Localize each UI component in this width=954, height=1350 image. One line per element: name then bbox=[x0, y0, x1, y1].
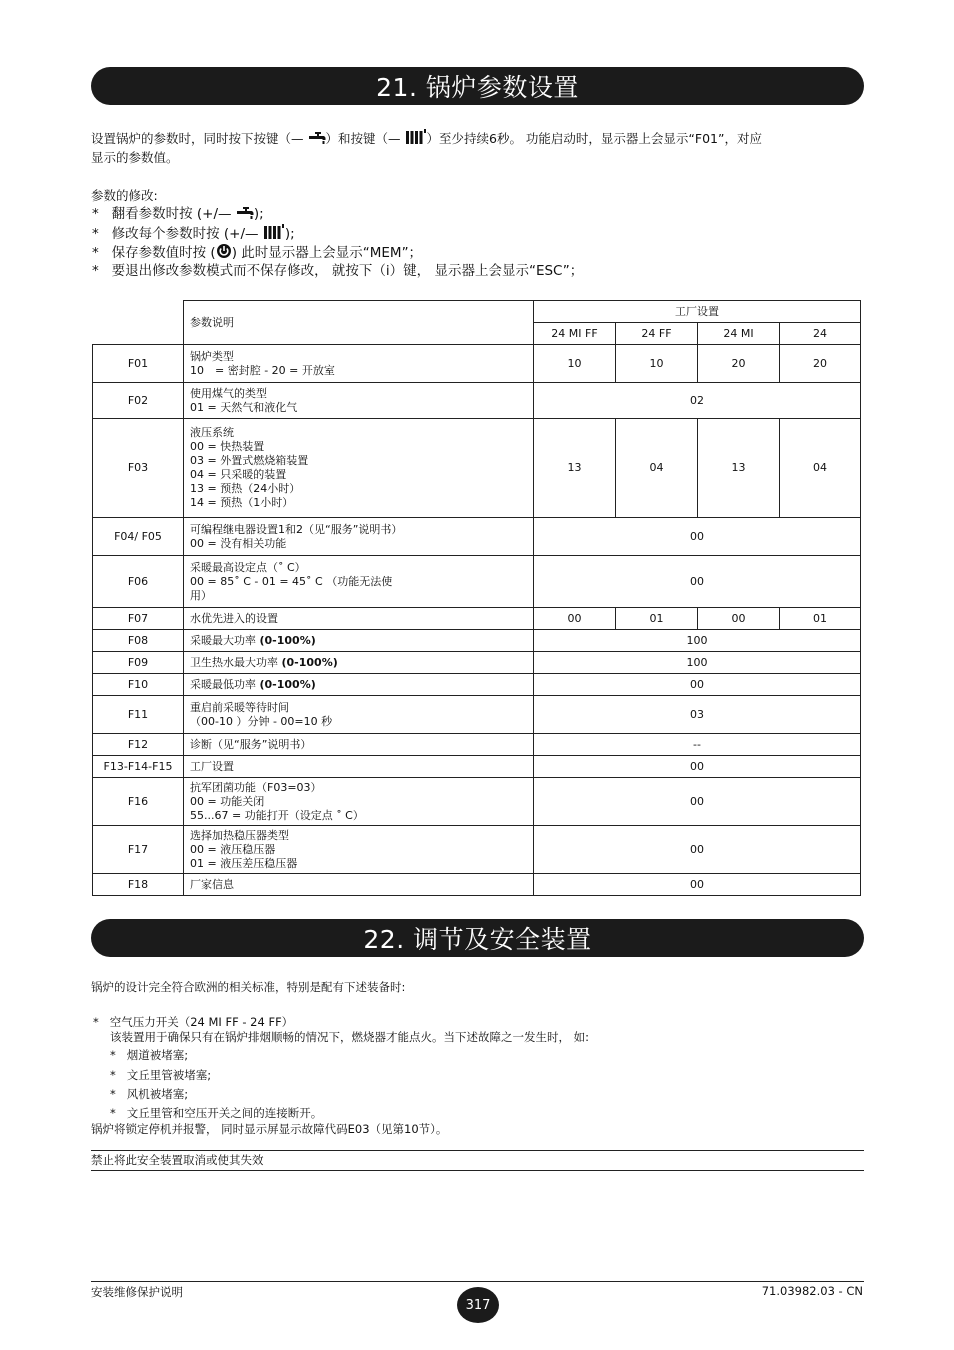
description-line: 00 = 85˚ C - 01 = 45˚ C （功能无法使 bbox=[190, 574, 393, 588]
factory-value: 20 bbox=[780, 345, 861, 383]
fault-item: * 文丘里管被堵塞; bbox=[110, 1068, 212, 1082]
bullet-exit: * 要退出修改参数模式而不保存修改， 就按下（i）键， 显示器上会显示“ESC”； bbox=[92, 263, 584, 279]
bullet-browse: * 翻看参数时按 (+/— ); bbox=[92, 205, 264, 226]
fault-item: * 烟道被堵塞; bbox=[110, 1048, 189, 1062]
description-line: 03 = 外置式燃烧箱装置 bbox=[190, 454, 309, 467]
description-line: 00 = 功能关闭 bbox=[190, 794, 265, 808]
warning-rule-bottom bbox=[91, 1170, 864, 1171]
description-line: 使用煤气的类型 bbox=[190, 386, 267, 400]
factory-value: 04 bbox=[780, 419, 861, 518]
parameter-description bbox=[184, 696, 534, 734]
description-line: （00-10 ）分钟 - 00=10 秒 bbox=[190, 714, 333, 728]
factory-value: 10 bbox=[616, 345, 698, 383]
parameter-code: F01 bbox=[93, 345, 184, 383]
header-description: 参数说明 bbox=[184, 301, 534, 345]
intro-paragraph-line2: 显示的参数值。 bbox=[91, 150, 179, 165]
range-label: (0-100%) bbox=[281, 655, 338, 669]
parameter-code: F18 bbox=[93, 874, 184, 896]
table-corner bbox=[93, 301, 184, 345]
safety-warning: 禁止将此安全装置取消或使其失效 bbox=[91, 1153, 264, 1167]
tap-icon bbox=[308, 131, 326, 150]
range-label: (0-100%) bbox=[259, 677, 316, 691]
description-line: 14 = 预热（1小时） bbox=[190, 496, 294, 509]
parameter-code: F04/ F05 bbox=[93, 518, 184, 556]
description-line: 采暖最高设定点（˚ C） bbox=[190, 560, 306, 574]
factory-value: 20 bbox=[698, 345, 780, 383]
factory-value: 13 bbox=[534, 419, 616, 518]
factory-value: 00 bbox=[534, 756, 861, 778]
factory-value: 100 bbox=[534, 630, 861, 652]
header-model: 24 MI bbox=[698, 323, 780, 345]
parameter-description bbox=[184, 518, 534, 556]
description-line: 用） bbox=[190, 588, 212, 602]
parameter-description bbox=[184, 756, 534, 778]
table-row bbox=[93, 874, 861, 896]
parameter-code: F03 bbox=[93, 419, 184, 518]
table-row bbox=[93, 383, 861, 419]
description-line: 01 = 天然气和液化气 bbox=[190, 400, 298, 414]
description-line: 工厂设置 bbox=[190, 759, 234, 773]
parameter-code: F11 bbox=[93, 696, 184, 734]
description-line: 水优先进入的设置 bbox=[190, 611, 278, 625]
parameter-code: F07 bbox=[93, 608, 184, 630]
parameter-code: F13-F14-F15 bbox=[93, 756, 184, 778]
lockout-text: 锅炉将锁定停机并报警， 同时显示屏显示故障代码E03（见第10节）。 bbox=[91, 1122, 448, 1136]
table-row bbox=[93, 419, 861, 518]
parameter-code: F17 bbox=[93, 826, 184, 874]
factory-value: 100 bbox=[534, 652, 861, 674]
parameter-description bbox=[184, 652, 534, 674]
table-row bbox=[93, 630, 861, 652]
table-row bbox=[93, 826, 861, 874]
parameter-description bbox=[184, 826, 534, 874]
parameter-description bbox=[184, 419, 534, 518]
safety-intro: 锅炉的设计完全符合欧洲的相关标准，特别是配有下述装备时: bbox=[91, 980, 406, 994]
description-line: 00 = 没有相关功能 bbox=[190, 536, 287, 550]
factory-value: 00 bbox=[534, 826, 861, 874]
parameter-description bbox=[184, 874, 534, 896]
factory-value: 10 bbox=[534, 345, 616, 383]
table-row bbox=[93, 674, 861, 696]
parameter-code: F16 bbox=[93, 778, 184, 826]
factory-value: 01 bbox=[780, 608, 861, 630]
factory-value: 13 bbox=[698, 419, 780, 518]
section-21-title: 21. 锅炉参数设置 bbox=[91, 67, 864, 105]
description-line: 液压系统 bbox=[190, 426, 234, 439]
table-row bbox=[93, 778, 861, 826]
air-pressure-switch-title: * 空气压力开关（24 MI FF - 24 FF） bbox=[93, 1015, 294, 1029]
parameter-description bbox=[184, 345, 534, 383]
fault-item: * 文丘里管和空压开关之间的连接断开。 bbox=[110, 1106, 323, 1120]
air-pressure-switch-desc: 该装置用于确保只有在锅炉排烟顺畅的情况下，燃烧器才能点火。当下述故障之一发生时， 如: bbox=[110, 1030, 590, 1044]
range-label: (0-100%) bbox=[259, 633, 316, 647]
radiator-icon bbox=[405, 129, 427, 150]
header-model: 24 bbox=[780, 323, 861, 345]
tap-icon bbox=[236, 206, 254, 226]
description-line: 01 = 液压差压稳压器 bbox=[190, 856, 298, 870]
table-row bbox=[93, 696, 861, 734]
description-line: 00 = 快热装置 bbox=[190, 440, 265, 453]
parameter-code: F12 bbox=[93, 734, 184, 756]
description-line: 重启前采暖等待时间 bbox=[190, 700, 289, 714]
factory-value: 00 bbox=[698, 608, 780, 630]
parameter-description bbox=[184, 778, 534, 826]
header-factory-settings: 工厂设置 bbox=[534, 301, 861, 323]
table-row bbox=[93, 734, 861, 756]
footer-rule bbox=[91, 1281, 864, 1282]
parameter-code: F06 bbox=[93, 556, 184, 608]
parameter-code: F10 bbox=[93, 674, 184, 696]
table-row bbox=[93, 345, 861, 383]
bullet-modify: * 修改每个参数时按 (+/— ); bbox=[92, 224, 295, 246]
bullet-save: * 保存参数值时按 ( ) 此时显示器上会显示“MEM”； bbox=[92, 243, 422, 265]
header-model: 24 FF bbox=[616, 323, 698, 345]
footer-doc-title: 安装维修保护说明 bbox=[91, 1285, 183, 1299]
page-number: 317 bbox=[457, 1287, 499, 1323]
description-line: 55...67 = 功能打开（设定点 ˚ C） bbox=[190, 808, 364, 822]
parameter-description bbox=[184, 556, 534, 608]
factory-value: 00 bbox=[534, 778, 861, 826]
description-line: 04 = 只采暖的装置 bbox=[190, 468, 287, 481]
table-row bbox=[93, 518, 861, 556]
description-line: 采暖最低功率 (0-100%) bbox=[190, 677, 316, 691]
factory-value: 00 bbox=[534, 608, 616, 630]
parameter-code: F09 bbox=[93, 652, 184, 674]
factory-value: 04 bbox=[616, 419, 698, 518]
table-row bbox=[93, 556, 861, 608]
description-line: 诊断（见“服务”说明书） bbox=[190, 737, 312, 751]
description-line: 采暖最大功率 (0-100%) bbox=[190, 633, 316, 647]
factory-value: 00 bbox=[534, 874, 861, 896]
factory-value: -- bbox=[534, 734, 861, 756]
factory-value: 03 bbox=[534, 696, 861, 734]
table-row bbox=[93, 608, 861, 630]
factory-value: 00 bbox=[534, 674, 861, 696]
description-line: 13 = 预热（24小时） bbox=[190, 482, 301, 495]
table-row bbox=[93, 652, 861, 674]
parameter-code: F02 bbox=[93, 383, 184, 419]
modification-title: 参数的修改: bbox=[91, 188, 158, 203]
parameter-description bbox=[184, 383, 534, 419]
parameter-table bbox=[92, 300, 861, 896]
parameter-description bbox=[184, 630, 534, 652]
factory-value: 00 bbox=[534, 518, 861, 556]
description-line: 厂家信息 bbox=[190, 877, 234, 891]
description-line: 10 = 密封腔 - 20 = 开放室 bbox=[190, 363, 335, 377]
section-22-title: 22. 调节及安全装置 bbox=[91, 919, 864, 957]
description-line: 卫生热水最大功率 (0-100%) bbox=[190, 655, 338, 669]
factory-value: 02 bbox=[534, 383, 861, 419]
parameter-description bbox=[184, 734, 534, 756]
factory-value: 00 bbox=[534, 556, 861, 608]
parameter-code: F08 bbox=[93, 630, 184, 652]
footer-doc-code: 71.03982.03 - CN bbox=[761, 1284, 863, 1298]
factory-value: 01 bbox=[616, 608, 698, 630]
description-line: 锅炉类型 bbox=[190, 349, 234, 363]
description-line: 选择加热稳压器类型 bbox=[190, 828, 289, 842]
description-line: 抗军团菌功能（F03=03） bbox=[190, 780, 322, 794]
fault-item: * 风机被堵塞; bbox=[110, 1087, 189, 1101]
description-line: 00 = 液压稳压器 bbox=[190, 842, 276, 856]
header-model: 24 MI FF bbox=[534, 323, 616, 345]
parameter-description bbox=[184, 608, 534, 630]
table-row bbox=[93, 756, 861, 778]
intro-paragraph: 设置锅炉的参数时，同时按下按键（— ）和按键（— ）至少持续6秒。 功能启动时，显示器上会显示“F01”，对应 bbox=[91, 129, 881, 150]
description-line: 可编程继电器设置1和2（见“服务”说明书） bbox=[190, 522, 403, 536]
parameter-description bbox=[184, 674, 534, 696]
